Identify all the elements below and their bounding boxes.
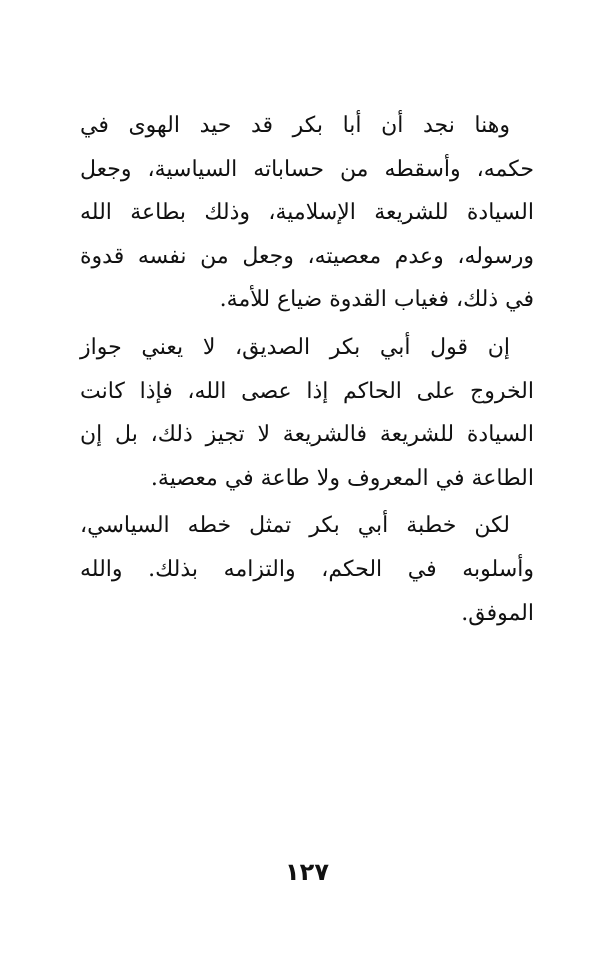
- text-line: وأسلوبه في الحكم، والتزامه بذلك. والله: [80, 556, 534, 582]
- paragraph-1: [80, 104, 534, 322]
- paragraph-3: [80, 504, 534, 635]
- text-line: وهنا نجد أن أبا بكر قد حيد الهوى في: [80, 113, 510, 138]
- text-line: السيادة للشريعة فالشريعة لا تجيز ذلك، بل إن: [80, 422, 534, 448]
- paragraph-2: [80, 326, 534, 500]
- text-line: الطاعة في المعروف ولا طاعة في معصية.: [150, 465, 534, 491]
- text-line: السيادة للشريعة الإسلامية، وذلك بطاعة الله: [80, 200, 534, 226]
- page-number: ١٢٧: [285, 858, 329, 886]
- text-line: في ذلك، فغياب القدوة ضياع للأمة.: [219, 287, 534, 313]
- body-text: [80, 104, 534, 639]
- text-line: إن قول أبي بكر الصديق، لا يعني جواز: [80, 334, 510, 360]
- text-line: الخروج على الحاكم إذا عصى الله، فإذا كانت: [80, 378, 534, 404]
- text-line: لكن خطبة أبي بكر تمثل خطه السياسي،: [80, 513, 510, 539]
- text-line: الموفق.: [461, 600, 534, 626]
- text-line: حكمه، وأسقطه من حساباته السياسية، وجعل: [80, 156, 534, 182]
- text-line: ورسوله، وعدم معصيته، وجعل من نفسه قدوة: [80, 243, 534, 269]
